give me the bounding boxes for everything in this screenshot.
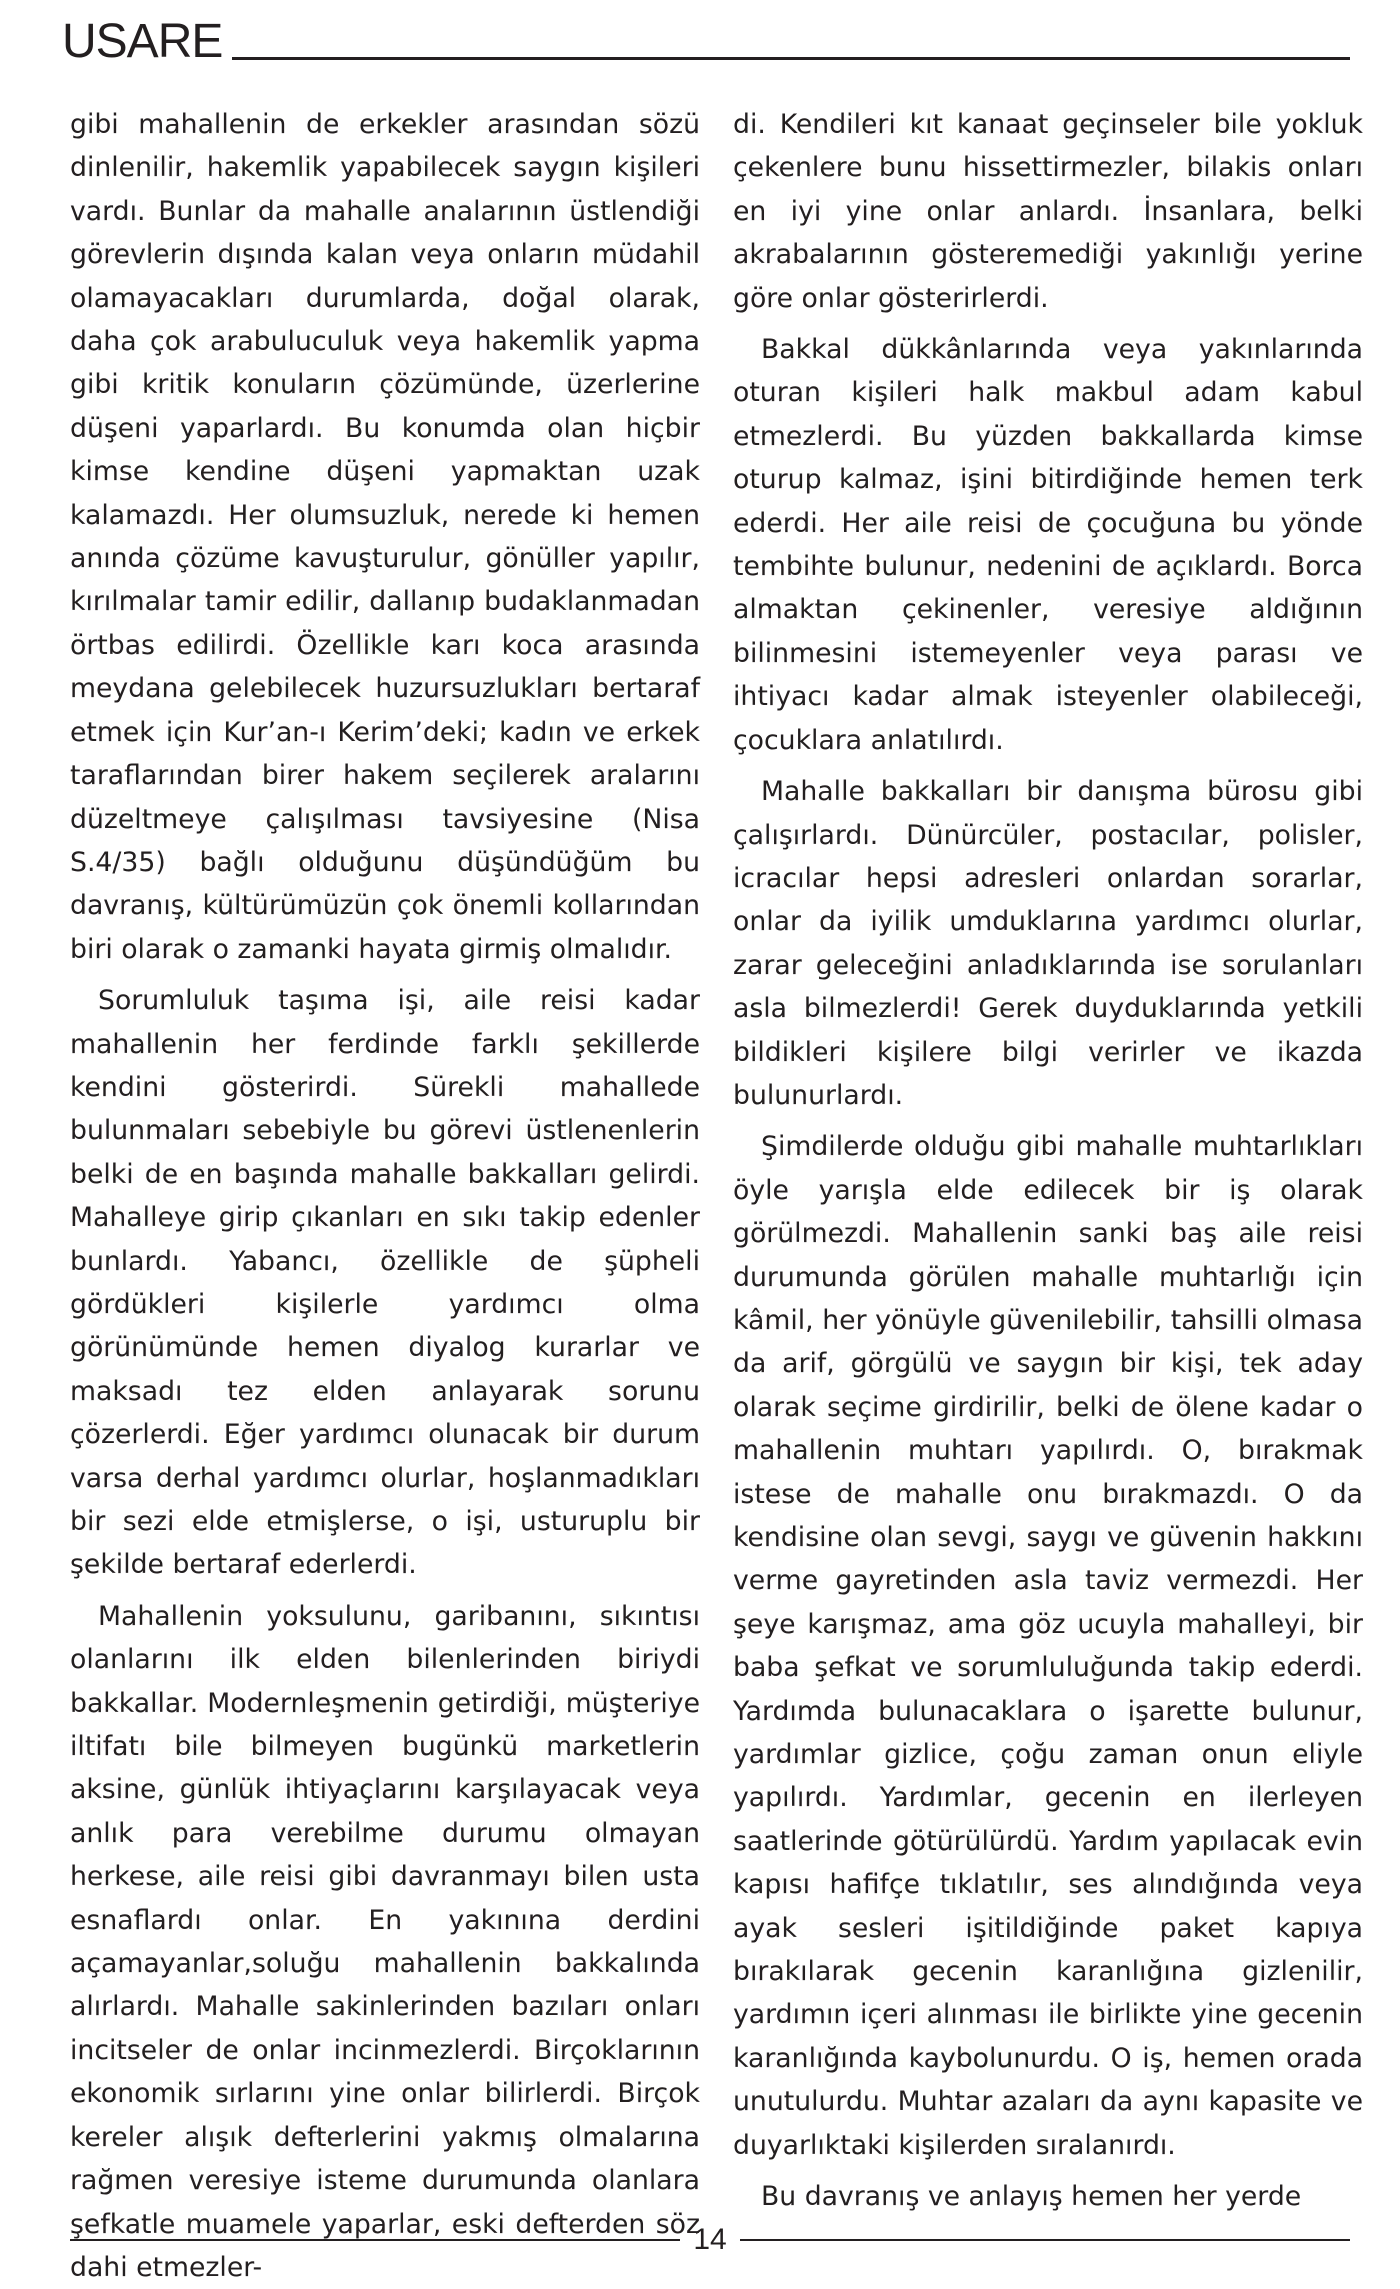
paragraph: di. Kendileri kıt kanaat geçinseler bile yokluk çekenlere bunu hissettirmezler, bilakis onları en iyi yine onlar anlardı. İnsanlara, belki akrabalarının gösteremediği yakınlığı yerine göre onlar gösterirlerdi.: [733, 109, 1363, 314]
paragraph: Şimdilerde olduğu gibi mahalle muhtarlıkları öyle yarışla elde edilecek bir iş olarak görülmezdi. Mahallenin sanki baş aile reisi durumunda görülen mahalle muhtarlığı için kâmil, her yönüyle güvenilebilir, tahsilli olmasa da arif, görgülü ve saygın bir kişi, tek aday olarak seçime girdirilir, belki de ölene kadar o mahallenin muhtarı yapılırdı. O, bırakmak istese de mahalle onu bırakmazdı. O da kendisine olan sevgi, saygı ve güvenin hakkını verme gayretinden asla taviz vermezdi. Her şeye karışmaz, ama göz ucuyla mahalleyi, bir baba şefkat ve sorumluluğunda takip ederdi. Yardımda bulunacaklara o işarette bulunur, yardımlar gizlice, çoğu zaman onun eliyle yapılırdı. Yardımlar, gecenin en ilerleyen saatlerinde götürülürdü. Yardım yapılacak evin kapısı hafifçe tıklatılır, ses alındığında veya ayak sesleri işitildiğinde paket kapıya bırakılarak gecenin karanlığına gizlenilir, yardımın içeri alınması ile birlikte yine gecenin karanlığında kaybolunurdu. O iş, hemen orada unutulurdu. Muhtar azaları da aynı kapasite ve duyarlıktaki kişilerden sıralanırdı.: [733, 1131, 1363, 2161]
paragraph: gibi mahallenin de erkekler arasından sözü dinlenilir, hakemlik yapabilecek saygın kişileri vardı. Bunlar da mahalle analarının üstlendiği görevlerin dışında kalan veya onların müdahil olamayacakları durumlarda, doğal olarak, daha çok arabuluculuk veya hakemlik yapma gibi kritik konuların çözümünde, üzerlerine düşeni yaparlardı. Bu konumda olan hiçbir kimse kendine düşeni yapmaktan uzak kalamazdı. Her olumsuzluk, nerede ki hemen anında çözüme kavuşturulur, gönüller yapılır, kırılmalar tamir edilir, dallanıp budaklanmadan örtbas edilirdi. Özellikle karı koca arasında meydana gelebilecek huzursuzlukları bertaraf etmek için Kur’an-ı Kerim’deki; kadın ve erkek taraflarından birer hakem seçilerek aralarını düzeltmeye çalışılması tavsiyesine (Nisa S.4/35) bağlı olduğunu düşündüğüm bu davranış, kültürümüzün çok önemli kollarından biri olarak o zamanki hayata girmiş olmalıdır.: [70, 109, 700, 965]
paragraph: Mahalle bakkalları bir danışma bürosu gibi çalışırlardı. Dünürcüler, postacılar, polisler, icracılar hepsi adresleri onlardan sorarlar, onlar da iyilik umduklarına yardımcı olurlar, zarar geleceğini anladıklarında ise sorulanları asla bilmezlerdi! Gerek duyduklarında yetkili bildikleri kişilere bilgi verirler ve ikazda bulunurlardı.: [733, 776, 1363, 1111]
left-column: [70, 103, 700, 2289]
paragraph: Bakkal dükkânlarında veya yakınlarında oturan kişileri halk makbul adam kabul etmezlerdi. Bu yüzden bakkallarda kimse oturup kalmaz, işini bitirdiğinde hemen terk ederdi. Her aile reisi de çocuğuna bu yönde tembihte bulunur, nedenini de açıklardı. Borca almaktan çekinenler, veresiye aldığının bilinmesini istemeyenler veya parası ve ihtiyacı kadar almak isteyenler olabileceği, çocuklara anlatılırdı.: [733, 334, 1363, 756]
paragraph: Sorumluluk taşıma işi, aile reisi kadar mahallenin her ferdinde farklı şekillerde kendini gösterirdi. Sürekli mahallede bulunmaları sebebiyle bu görevi üstlenenlerin belki de en başında mahalle bakkalları gelirdi. Mahalleye girip çıkanları en sıkı takip edenler bunlardı. Yabancı, özellikle de şüpheli gördükleri kişilerle yardımcı olma görünümünde hemen diyalog kurarlar ve maksadı tez elden anlayarak sorunu çözerlerdi. Eğer yardımcı olunacak bir durum varsa derhal yardımcı olurlar, hoşlanmadıkları bir sezi elde etmişlerse, o işi, usturuplu bir şekilde bertaraf ederlerdi.: [70, 985, 700, 1581]
page-header: [0, 0, 1400, 80]
paragraph: Mahallenin yoksulunu, garibanını, sıkıntısı olanlarını ilk elden bilenlerinden biriydi bakkallar. Modernleşmenin getirdiği, müşteriye iltifatı bile bilmeyen bugünkü marketlerin aksine, günlük ihtiyaçlarını karşılayacak veya anlık para verebilme durumu olmayan herkese, aile reisi gibi davranmayı bilen usta esnaflardı onlar. En yakınına derdini açamayanlar,soluğu mahallenin bakkalında alırlardı. Mahalle sakinlerinden bazıları onları incitseler de onlar incinmezlerdi. Birçoklarının ekonomik sırlarını yine onlar bilirlerdi. Birçok kereler alışık defterlerini yakmış olmalarına rağmen veresiye isteme durumunda olanlara şefkatle muamele yaparlar, eski defterden söz dahi etmezler-: [70, 1600, 700, 2283]
header-rule: [232, 57, 1350, 60]
right-column: [733, 103, 1363, 2219]
page-footer: [0, 2220, 1400, 2260]
page-number: 14: [693, 2223, 727, 2256]
footer-rule-right: [740, 2239, 1350, 2241]
magazine-logo: USARE: [62, 15, 223, 68]
paragraph: Bu davranış ve anlayış hemen her yerde: [761, 2181, 1302, 2213]
footer-rule-left: [70, 2239, 680, 2241]
